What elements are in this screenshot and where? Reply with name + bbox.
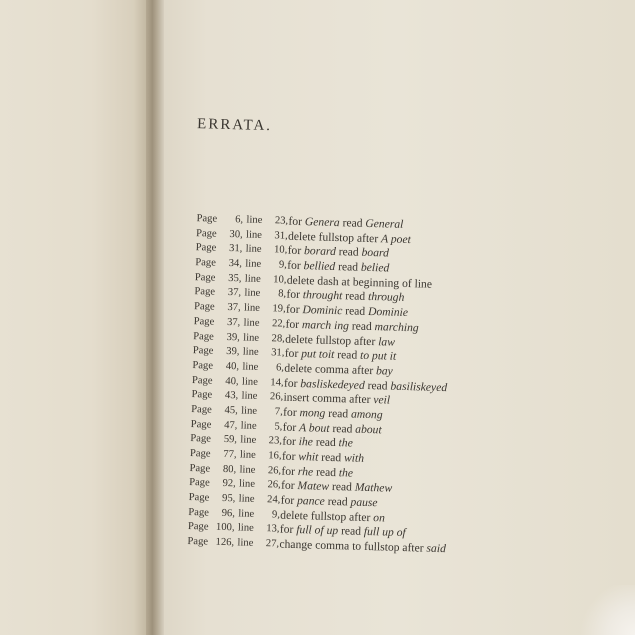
correction-part-4: belied [360,260,390,275]
page-word: Page [191,403,212,416]
line-word: line [245,258,262,271]
correction-part-2: rhe [297,464,314,479]
ref-comma: , [285,215,289,227]
correction-part-2: said [426,541,447,556]
page-word: Page [194,286,216,299]
correction-part-1: for [285,317,303,331]
correction-part-4: the [338,465,354,480]
ref-comma: , [239,229,243,241]
correction-part-4: to put it [359,348,397,363]
ref-comma: , [277,509,281,521]
ref-comma: , [237,302,241,314]
correction-part-2: bay [375,364,393,378]
page-word: Page [190,433,212,445]
line-number: 9 [278,259,285,271]
correction-part-2: veil [373,393,391,407]
line-word: line [237,522,254,535]
correction-part-4: General [365,216,404,231]
ref-comma: , [280,377,284,389]
correction-part-2: march ing [301,317,350,333]
correction-part-4: with [343,451,365,465]
page-word: Page [187,536,209,548]
line-number: 13 [266,523,278,535]
ref-comma: , [284,259,288,271]
correction-part-1: for [288,214,306,229]
page-word: Page [194,271,216,284]
line-number: 14 [270,376,282,389]
page-number: 39 [226,346,237,358]
page-number: 126 [215,536,232,549]
line-word: line [244,273,261,285]
line-number: 31 [274,229,286,242]
ref-comma: , [235,375,239,387]
correction-part-2: pance [296,494,325,508]
correction-part-2: mong [299,406,326,420]
ref-comma: , [236,361,240,373]
line-word: line [239,449,256,461]
correction-part-2: borard [303,244,337,259]
ref-comma: , [284,230,288,242]
line-word: line [238,478,256,491]
ref-comma: , [283,289,287,301]
left-blank-page [0,0,152,635]
line-number: 9 [271,509,278,521]
line-number: 8 [277,288,284,301]
ref-comma: , [279,435,283,447]
page-number: 77 [223,448,235,461]
ref-comma: , [234,419,238,431]
page-word: Page [192,345,214,357]
line-number: 19 [272,303,284,315]
correction-part-1: for [287,244,305,258]
line-word: line [242,346,259,359]
correction-part-2: Genera [304,215,340,230]
correction-part-2: full of up [296,523,339,538]
line-number: 5 [274,421,280,433]
correction-part-4: board [361,246,390,260]
page-word: Page [187,521,209,534]
correction-part-1: for [283,376,301,390]
page-word: Page [191,374,213,387]
page-number: 37 [227,287,239,299]
correction-part-1: for [280,493,298,508]
correction-part-1: for [281,464,299,478]
correction-part-4: the [338,436,353,450]
ref-comma: , [281,362,285,374]
correction-part-1: delete fullstop after [285,332,379,348]
correction-part-4: full up of [363,525,406,540]
line-number: 26 [267,464,279,477]
page-word: Page [191,389,213,401]
line-word: line [243,331,260,344]
ref-comma: , [236,346,240,358]
line-number: 27 [265,538,277,550]
page-number: 45 [224,404,236,417]
ref-comma: , [234,434,238,446]
line-word: line [243,302,261,315]
correction-part-3: read [334,348,361,362]
line-word: line [242,361,259,373]
correction-part-4: pause [350,495,378,510]
ref-comma: , [233,449,237,461]
ref-comma: , [232,478,236,490]
line-number: 23 [268,435,280,447]
ref-comma: , [284,244,288,257]
correction-part-1: for [280,478,298,493]
line-number: 6 [275,362,282,374]
page-word: Page [195,242,217,255]
correction-part-3: read [328,480,355,495]
correction-part-2: Dominic [302,303,343,318]
correction-part-3: read [324,494,351,509]
correction-part-2: bellied [303,259,336,274]
page-number: 39 [226,331,238,343]
page-number: 40 [225,360,237,373]
page-word: Page [189,448,211,460]
page-word: Page [196,213,218,225]
line-word: line [245,243,262,256]
correction-part-2: basliskedeyed [300,376,365,392]
page-number: 35 [228,272,240,285]
correction-part-2: law [378,334,396,349]
line-number: 23 [274,215,286,227]
correction-part-3: read [335,245,362,260]
page-number: 37 [226,316,238,329]
line-word: line [246,214,263,226]
correction-part-3: read [318,450,345,465]
correction-part-3: read [342,289,369,304]
page-word: Page [193,315,215,328]
correction-part-3: read [339,216,366,230]
correction-part-3: read [335,260,362,274]
ref-comma: , [232,507,236,520]
correction-part-2: whit [298,450,319,464]
correction-part-2: Matew [297,479,330,494]
correction-part-1: delete dash at beginning of line [286,273,433,291]
page-number: 47 [224,419,235,431]
line-word: line [240,420,257,432]
page-text-block [153,0,635,635]
ref-comma: , [278,465,282,477]
page-number: 43 [224,390,236,402]
correction-part-1: for [279,523,297,537]
correction-part-3: read [364,378,391,393]
correction-part-3: read [329,421,356,436]
ref-comma: , [277,494,281,506]
line-word: line [238,508,255,520]
correction-part-1: for [282,420,300,434]
line-number: 24 [266,494,278,506]
correction-part-4: among [350,407,383,422]
page-number: 40 [225,375,237,387]
line-number: 10 [273,244,285,256]
correction-part-2: ihe [298,435,314,449]
ref-comma: , [283,274,287,286]
line-word: line [237,537,254,549]
page-number: 96 [221,507,233,519]
page-number: 31 [228,243,240,255]
erratum-reference [187,535,279,552]
ref-comma: , [278,450,282,462]
ref-comma: , [280,391,284,403]
page-word: Page [193,301,215,313]
page-word: Page [195,227,217,240]
correction-part-2: put toit [301,347,335,362]
correction-part-1: for [287,258,304,273]
correction-part-4: about [355,422,382,436]
line-number: 22 [271,318,283,330]
page-number: 6 [235,214,241,226]
line-number: 31 [271,347,282,359]
page-number: 34 [228,258,240,270]
page-number: 80 [222,463,234,475]
page-number: 37 [227,302,239,314]
page-number: 59 [223,434,235,446]
correction-part-4: Mathew [354,481,393,496]
correction-part-1: for [285,302,303,317]
ref-comma: , [239,258,243,270]
line-word: line [245,229,263,241]
errata-list [187,212,455,557]
ref-comma: , [235,390,239,402]
line-word: line [243,317,260,329]
correction-part-1: insert comma after [283,390,374,407]
correction-part-1: delete fullstop after [280,508,374,524]
page-word: Page [189,462,211,475]
ref-comma: , [231,537,235,549]
line-word: line [241,390,258,403]
correction-part-2: A poet [380,231,411,246]
ref-comma: , [238,287,242,299]
ref-comma: , [231,522,235,534]
correction-part-3: read [337,524,365,539]
line-number: 26 [269,391,281,403]
line-number: 7 [274,406,281,418]
page-word: Page [193,330,214,343]
line-word: line [239,464,256,476]
ref-comma: , [279,406,283,418]
correction-part-3: read [348,319,375,333]
line-number: 16 [268,450,280,462]
ref-comma: , [237,317,241,329]
correction-part-3: read [325,406,352,421]
ref-comma: , [279,421,283,433]
correction-part-4: Dominie [367,305,409,320]
page-word: Page [192,359,214,372]
page-word: Page [188,492,210,504]
ref-comma: , [282,318,286,330]
correction-part-2: A bout [298,420,330,435]
ref-comma: , [235,405,238,417]
ref-comma: , [238,273,242,285]
correction-part-2: on [373,510,386,525]
ref-comma: , [232,493,236,505]
correction-part-2: throught [302,288,343,303]
line-number: 10 [273,274,284,286]
correction-part-1: for [282,434,299,449]
correction-part-3: read [312,465,340,479]
ref-comma: , [239,243,243,255]
ref-comma: , [277,479,281,491]
ref-comma: , [233,463,237,476]
correction-part-4: through [367,290,405,305]
line-word: line [238,493,255,505]
ref-comma: , [282,333,286,345]
correction-part-1: for [281,449,299,464]
line-word: line [244,287,261,300]
correction-part-1: delete comma after [284,361,377,378]
ref-comma: , [237,331,241,343]
page-number: 95 [221,493,233,505]
correction-part-1: delete fullstop after [287,229,382,245]
ref-comma: , [240,214,244,226]
page-number: 100 [215,522,233,534]
ref-comma: , [276,523,280,535]
ref-comma: , [281,347,285,359]
correction-part-3: read [342,304,369,319]
line-number: 28 [271,332,283,345]
correction-part-1: for [284,346,302,361]
correction-part-1: change comma to fullstop after [279,537,427,555]
correction-part-4: marching [374,319,419,335]
correction-part-1: for [286,288,304,302]
correction-part-4: basiliskeyed [390,379,448,394]
line-number: 26 [267,479,279,491]
ref-comma: , [282,303,286,315]
page-number: 30 [229,228,241,241]
page-number: 92 [222,478,234,490]
ref-comma: , [276,538,280,550]
page-word: Page [188,506,210,519]
page-word: Page [188,477,210,489]
line-word: line [241,376,259,388]
line-word: line [241,405,258,417]
page-word: Page [195,257,217,269]
page-word: Page [190,418,212,431]
correction-part-3: read [312,435,339,450]
line-word: line [240,434,257,447]
errata-heading: ERRATA. [196,116,273,135]
correction-part-1: for [282,405,300,420]
